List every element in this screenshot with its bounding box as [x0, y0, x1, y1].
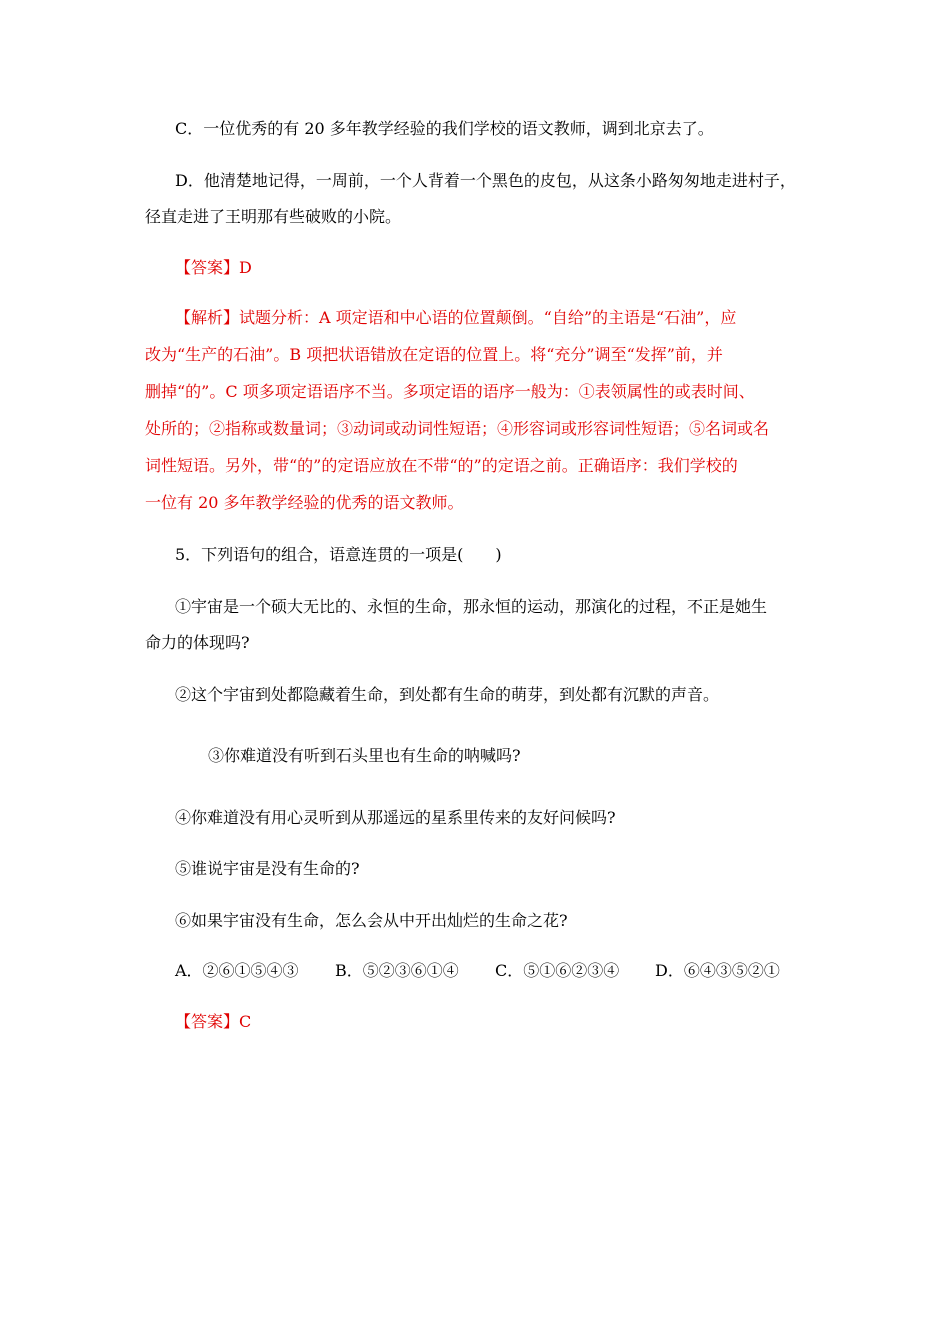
q5-sentence-4: ④你难道没有用心灵听到从那遥远的星系里传来的友好问候吗?	[175, 808, 616, 827]
q4-option-c: C．一位优秀的有 20 多年教学经验的我们学校的语文教师，调到北京去了。	[175, 119, 714, 138]
q4-analysis-line: 【解析】试题分析：A 项定语和中心语的位置颠倒。“自给”的主语是“石油”，应	[175, 308, 737, 327]
q5-sentence-2: ②这个宇宙到处都隐藏着生命，到处都有生命的萌芽，到处都有沉默的声音。	[175, 685, 720, 704]
q5-choice-c: C．⑤①⑥②③④	[495, 961, 620, 980]
q5-sentence-6: ⑥如果宇宙没有生命，怎么会从中开出灿烂的生命之花?	[175, 911, 568, 930]
q4-analysis-line: 删掉“的”。C 项多项定语语序不当。多项定语的语序一般为：①表领属性的或表时间、	[145, 382, 755, 401]
q4-analysis-line: 处所的；②指称或数量词；③动词或动词性短语；④形容词或形容词性短语；⑤名词或名	[145, 419, 770, 438]
q5-sentence-3: ③你难道没有听到石头里也有生命的呐喊吗?	[208, 746, 521, 765]
q4-analysis-line: 词性短语。另外，带“的”的定语应放在不带“的”的定语之前。正确语序：我们学校的	[145, 456, 738, 475]
q5-choice-d: D．⑥④③⑤②①	[655, 961, 780, 980]
q4-option-d-line2: 径直走进了王明那有些破败的小院。	[145, 207, 402, 226]
q5-sentence-1-line2: 命力的体现吗?	[145, 633, 250, 652]
q4-answer: 【答案】D	[175, 258, 252, 277]
q4-analysis-line: 一位有 20 多年教学经验的优秀的语文教师。	[145, 493, 464, 512]
q5-sentence-5: ⑤谁说宇宙是没有生命的?	[175, 859, 360, 878]
q4-option-d-line1: D．他清楚地记得，一周前，一个人背着一个黑色的皮包，从这条小路匆匆地走进村子，	[175, 171, 796, 190]
q4-analysis-line: 改为“生产的石油”。B 项把状语错放在定语的位置上。将“充分”调至“发挥”前，并	[145, 345, 723, 364]
q5-choice-a: A．②⑥①⑤④③	[175, 961, 299, 980]
q5-stem: 5．下列语句的组合，语意连贯的一项是( )	[175, 545, 502, 564]
q5-answer: 【答案】C	[175, 1012, 252, 1031]
q5-sentence-1-line1: ①宇宙是一个硕大无比的、永恒的生命，那永恒的运动，那演化的过程，不正是她生	[175, 597, 768, 616]
q5-choice-b: B．⑤②③⑥①④	[335, 961, 459, 980]
